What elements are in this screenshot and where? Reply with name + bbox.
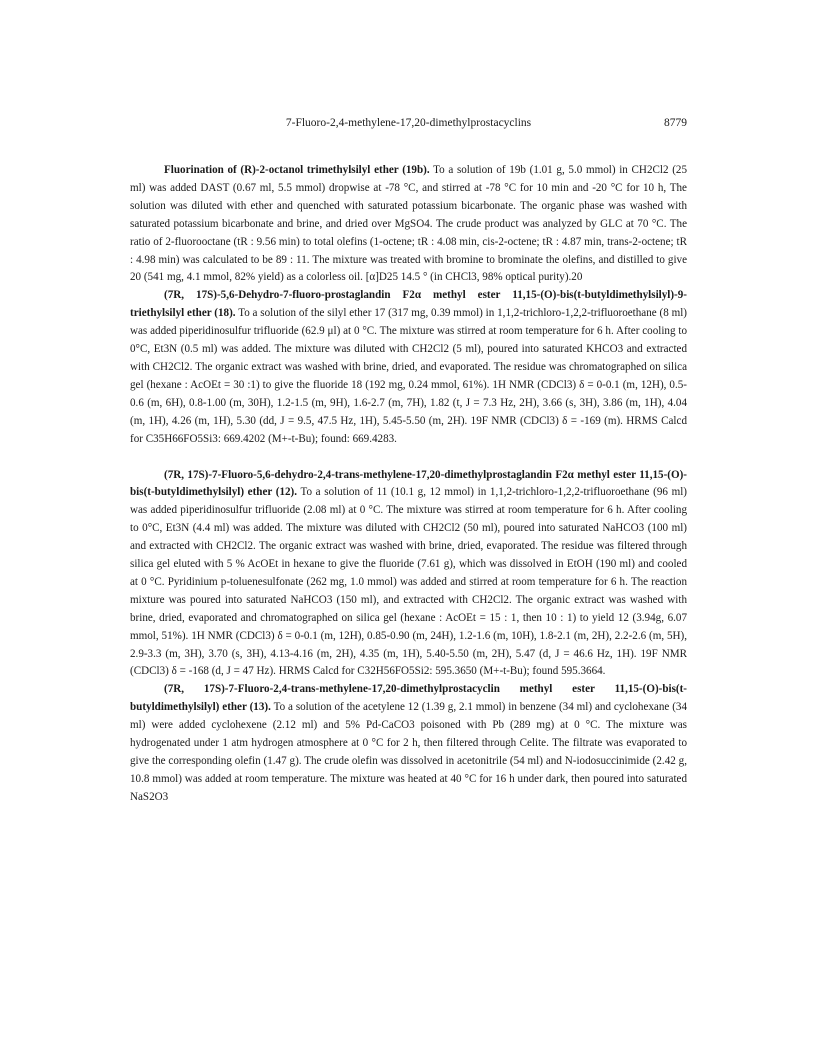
running-title: 7-Fluoro-2,4-methylene-17,20-dimethylprostacyclins <box>285 117 532 129</box>
paragraph-text: To a solution of the acetylene 12 (1.39 g, 2.1 mmol) in benzene (34 ml) and cyclohexane (34 ml) were added cyclohexene (2.12 ml) and 5% Pd-CaCO3 poisoned with Pb (289 mg) at 0 °C. The mixture was hydrogenated under 1 atm hydrogen atmosphere at 0 °C for 2 h, then filtered through Celite. The filtrate was evaporated to give the corresponding olefin (1.47 g). The crude olefin was dissolved in acetonitrile (54 ml) and N-iodosuccinimide (2.42 g, 10.8 mmol) was added at room temperature. The mixture was heated at 40 °C for 16 h under dark, then poured into saturated NaS2O3 <box>130 701 687 803</box>
paragraph-compound-12 <box>130 467 687 682</box>
paragraph-heading: (7R, 17S)-7-Fluoro-5,6-dehydro-2,4-trans-methylene-17,20-dimethylprostaglandin F2α methyl ester 11,15-(O)-bis(t-butyldimethylsilyl) ether (12). <box>130 468 687 499</box>
paragraph-text: To a solution of the silyl ether 17 (317 mg, 0.39 mmol) in 1,1,2-trichloro-1,2,2-trifluoroethane (8 ml) was added piperidinosulfur trifluoride (62.9 μl) at 0 °C. The mixture was stirred at room temperature for 6 h. After cooling to 0°C, Et3N (0.5 ml) was added. The mixture was diluted with CH2Cl2 (5 ml), poured into saturated KHCO3 and extracted with CH2Cl2. The organic extract was washed with brine, dried, and evaporated. The residue was chromatographed on silica gel (hexane : AcOEt = 30 :1) to give the fluoride 18 (192 mg, 0.24 mmol, 61%). 1H NMR (CDCl3) δ = 0-0.1 (m, 12H), 0.5-0.6 (m, 6H), 0.8-1.00 (m, 30H), 1.2-1.5 (m, 9H), 1.6-2.7 (m, 7H), 1.82 (t, J = 7.3 Hz, 2H), 3.66 (s, 3H), 3.86 (m, 1H), 4.04 (m, 1H), 4.26 (m, 1H), 5.30 (dd, J = 9.5, 47.5 Hz, 1H), 5.45-5.50 (m, 2H). 19F NMR (CDCl3) δ = -169 (m). HRMS Calcd for C35H66FO5Si3: 669.4202 (M+-t-Bu); found: 669.4283. <box>130 307 687 445</box>
paragraph-heading: Fluorination of (R)-2-octanol trimethylsilyl ether (19b). <box>164 164 430 176</box>
paragraph-heading: (7R, 17S)-7-Fluoro-2,4-trans-methylene-17,20-dimethylprostacyclin methyl ester 11,15-(O)-bis(t-butyldimethylsilyl) ether (13). <box>130 683 687 714</box>
paragraph-heading: (7R, 17S)-5,6-Dehydro-7-fluoro-prostaglandin F2α methyl ester 11,15-(O)-bis(t-butyldimethylsilyl)-9-triethylsilyl ether (18). <box>130 289 687 320</box>
running-header <box>130 117 687 135</box>
paragraph-text: To a solution of 11 (10.1 g, 12 mmol) in 1,1,2-trichloro-1,2,2-trifluoroethane (96 ml) was added piperidinosulfur trifluoride (2.08 ml) at 0 °C. The mixture was stirred at room temperature for 6 h. After cooling to 0°C, Et3N (4.4 ml) was added. The mixture was diluted with CH2Cl2 (50 ml), poured into saturated NaHCO3 (100 ml) and extracted with CH2Cl2. The organic extract was washed with brine, dried, evaporated. The residue was filtered through silica gel eluted with 5 % AcOEt in hexane to give the fluoride (7.61 g), which was dissolved in EtOH (190 ml) and cooled at 0 °C. Pyridinium p-toluenesulfonate (262 mg, 1.0 mmol) was added and stirred at room temperature for 6 h. The reaction mixture was poured into saturated NaHCO3 (150 ml), and extracted with CH2Cl2. The organic extract was washed with brine, dried, evaporated and chromatographed on silica gel (hexane : AcOEt = 15 : 1, then 10 : 1) to yield 12 (3.94g, 6.07 mmol, 51%). 1H NMR (CDCl3) δ = 0-0.1 (m, 12H), 0.85-0.90 (m, 24H), 1.2-1.6 (m, 10H), 1.8-2.1 (m, 2H), 2.2-2.6 (m, 5H), 2.9-3.3 (m, 3H), 3.70 (s, 3H), 4.13-4.16 (m, 2H), 4.35 (m, 1H), 5.40-5.50 (m, 2H), 5.47 (d, J = 46.6 Hz, 1H). 19F NMR (CDCl3) δ = -168 (d, J = 47 Hz). HRMS Calcd for C32H56FO5Si2: 595.3650 (M+-t-Bu); found 595.3664. <box>130 486 687 678</box>
paragraph-fluorination <box>130 162 687 287</box>
experimental-section <box>130 162 687 807</box>
paragraph-text: To a solution of 19b (1.01 g, 5.0 mmol) in CH2Cl2 (25 ml) was added DAST (0.67 ml, 5.5 mmol) dropwise at -78 °C, and stirred at -78 °C for 10 min and -20 °C for 10 h, The solution was diluted with ether and quenched with saturated potassium bicarbonate. The organic phase was washed with saturated potassium bicarbonate and brine, and dried over MgSO4. The crude product was analyzed by GLC at 70 °C. The ratio of 2-fluorooctane (tR : 9.56 min) to total olefins (1-octene; tR : 4.08 min, cis-2-octene; tR : 4.87 min, trans-2-octene; tR : 4.98 min) was calculated to be 89 : 11. The mixture was treated with bromine to brominate the olefins, and distilled to give 20 (541 mg, 4.1 mmol, 82% yield) as a colorless oil. [α]D25 14.5 ° (in CHCl3, 98% optical purity).20 <box>130 164 687 284</box>
paragraph-compound-13 <box>130 681 687 806</box>
page-number: 8779 <box>664 117 687 129</box>
paragraph-compound-18 <box>130 287 687 448</box>
